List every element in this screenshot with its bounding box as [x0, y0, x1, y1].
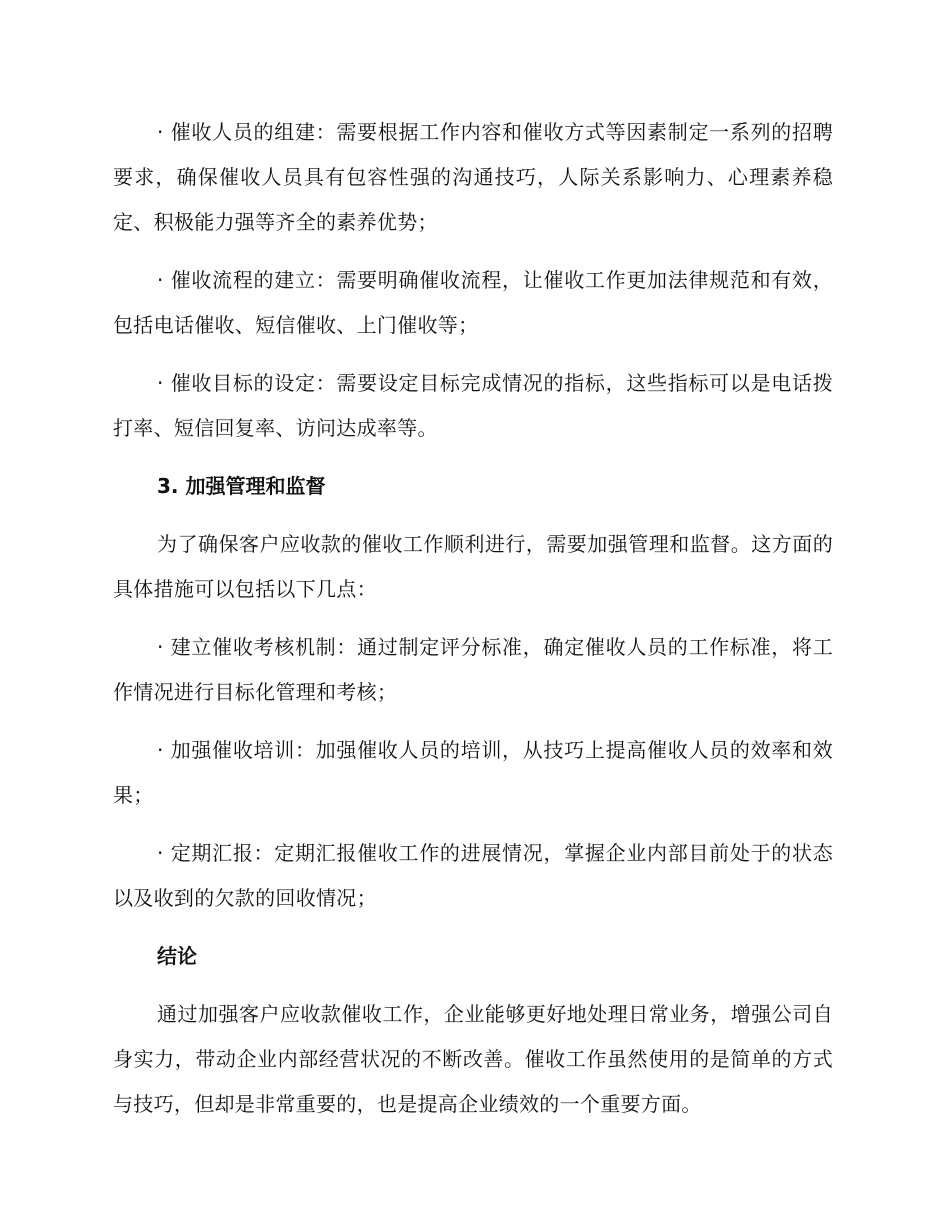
bullet-target-setting: · 催收目标的设定：需要设定目标完成情况的指标，这些指标可以是电话拨打率、短信回复率、访问达成率等。: [113, 371, 833, 440]
bullet-staff-formation: · 催收人员的组建：需要根据工作内容和催收方式等因素制定一系列的招聘要求，确保催收人员具有包容性强的沟通技巧，人际关系影响力、心理素养稳定、积极能力强等齐全的素养优势；: [113, 120, 833, 234]
bullet-regular-reporting: · 定期汇报：定期汇报催收工作的进展情况，掌握企业内部目前处于的状态以及收到的欠款的回收情况；: [113, 841, 833, 910]
section-heading-management: 3. 加强管理和监督: [157, 474, 326, 498]
bullet-training: · 加强催收培训：加强催收人员的培训，从技巧上提高催收人员的效率和效果；: [113, 738, 833, 807]
conclusion-paragraph: 通过加强客户应收款催收工作，企业能够更好地处理日常业务，增强公司自身实力，带动企业内部经营状况的不断改善。催收工作虽然使用的是简单的方式与技巧，但却是非常重要的，也是提高企业绩效的一个重要方面。: [113, 1002, 833, 1116]
conclusion-heading: 结论: [157, 944, 197, 968]
document-body: [113, 110, 833, 1140]
bullet-assessment-mechanism: · 建立催收考核机制：通过制定评分标准，确定催收人员的工作标准，将工作情况进行目标化管理和考核；: [113, 635, 833, 704]
bullet-process-establishment: · 催收流程的建立：需要明确催收流程，让催收工作更加法律规范和有效，包括电话催收、短信催收、上门催收等；: [113, 268, 833, 337]
section-intro-paragraph: 为了确保客户应收款的催收工作顺利进行，需要加强管理和监督。这方面的具体措施可以包括以下几点：: [113, 532, 833, 601]
